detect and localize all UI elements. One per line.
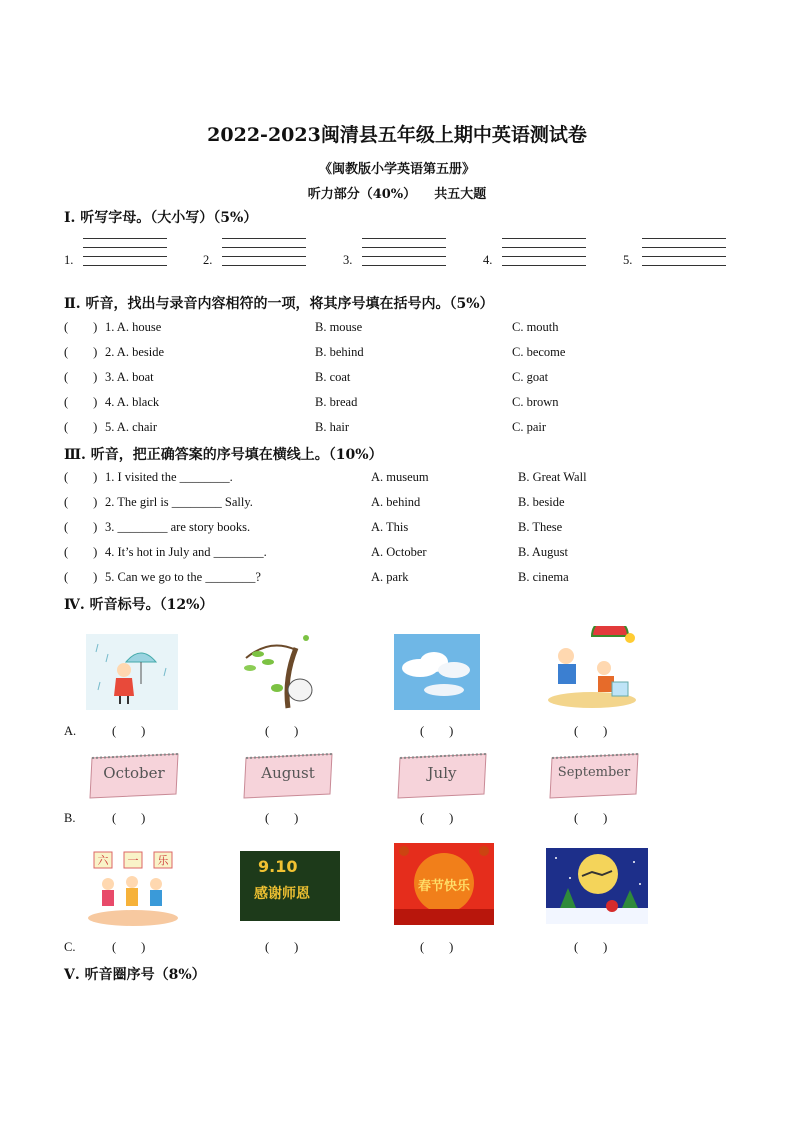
section1-heading: Ⅰ. 听写字母。（大小写）（5%） — [64, 210, 258, 226]
answer-paren[interactable]: ( ) — [64, 470, 98, 484]
answer-paren[interactable]: ( ) — [265, 811, 299, 825]
answer-paren[interactable]: ( ) — [64, 370, 98, 384]
option-a: A. park — [371, 570, 409, 584]
option-c: C. pair — [512, 420, 547, 434]
answer-paren[interactable]: ( ) — [574, 724, 608, 738]
writing-lines[interactable] — [362, 238, 446, 274]
question-text: 5. Can we go to the ________? — [105, 570, 261, 584]
answer-paren[interactable]: ( ) — [112, 811, 146, 825]
option-a: A. behind — [371, 495, 421, 509]
question-option-a: 4. A. black — [105, 395, 160, 409]
answer-paren[interactable]: ( ) — [64, 395, 98, 409]
answer-paren[interactable]: ( ) — [574, 940, 608, 954]
option-c: C. become — [512, 345, 566, 359]
row-label-a: A. — [64, 724, 77, 738]
writing-lines[interactable] — [222, 238, 306, 274]
answer-paren[interactable]: ( ) — [420, 724, 454, 738]
option-b: B. bread — [315, 395, 358, 409]
page-title: 2022-2023闽清县五年级上期中英语测试卷 — [207, 124, 587, 146]
sign-character: 乐 — [157, 854, 169, 867]
answer-paren[interactable]: ( ) — [265, 724, 299, 738]
option-a: A. This — [371, 520, 409, 534]
christmas-night-image — [546, 848, 648, 924]
calendar-word: September — [557, 765, 631, 780]
answer-paren[interactable]: ( ) — [64, 320, 98, 334]
option-b: B. Great Wall — [518, 470, 587, 484]
option-b: B. hair — [315, 420, 350, 434]
section2-heading: Ⅱ. 听音，找出与录音内容相符的一项，将其序号填在括号内。（5%） — [64, 296, 494, 312]
option-b: B. beside — [518, 495, 565, 509]
question-option-a: 5. A. chair — [105, 420, 158, 434]
answer-paren[interactable]: ( ) — [420, 940, 454, 954]
writing-lines[interactable] — [502, 238, 586, 274]
summer-watermelon-image — [546, 626, 638, 710]
poster-slogan: 感谢师恩 — [254, 886, 310, 902]
answer-paren[interactable]: ( ) — [64, 570, 98, 584]
answer-paren[interactable]: ( ) — [112, 724, 146, 738]
answer-paren[interactable]: ( ) — [112, 940, 146, 954]
option-b: B. August — [518, 545, 569, 559]
rainy-day-image — [86, 634, 178, 710]
spring-festival-image — [394, 843, 494, 925]
poster-date: 9.10 — [258, 857, 298, 876]
letter-item-number: 4. — [483, 253, 493, 267]
letter-item-number: 2. — [203, 253, 213, 267]
calendar-august — [240, 750, 336, 802]
option-c: C. brown — [512, 395, 559, 409]
childrens-day-image — [86, 846, 180, 926]
answer-paren[interactable]: ( ) — [64, 495, 98, 509]
windy-tree-image — [240, 628, 330, 712]
sign-character: 一 — [127, 854, 139, 867]
answer-paren[interactable]: ( ) — [64, 520, 98, 534]
answer-paren[interactable]: ( ) — [265, 940, 299, 954]
option-b: B. These — [518, 520, 563, 534]
teachers-day-image — [240, 851, 340, 921]
answer-paren[interactable]: ( ) — [64, 345, 98, 359]
question-option-a: 2. A. beside — [105, 345, 165, 359]
calendar-word: August — [261, 764, 315, 782]
section4-heading: Ⅳ. 听音标号。（12%） — [64, 597, 214, 613]
question-text: 3. ________ are story books. — [105, 520, 251, 534]
question-text: 2. The girl is ________ Sally. — [105, 495, 253, 509]
listening-section-label: 听力部分（40%） 共五大题 — [307, 187, 487, 202]
row-label-b: B. — [64, 811, 76, 825]
answer-paren[interactable]: ( ) — [574, 811, 608, 825]
letter-item-number: 5. — [623, 253, 633, 267]
option-c: C. goat — [512, 370, 549, 384]
book-subtitle: 《闽教版小学英语第五册》 — [318, 162, 475, 177]
writing-lines[interactable] — [642, 238, 726, 274]
writing-lines[interactable] — [83, 238, 167, 274]
letter-item-number: 1. — [64, 253, 74, 267]
question-option-a: 3. A. boat — [105, 370, 154, 384]
calendar-july — [394, 750, 490, 802]
sign-character: 六 — [97, 854, 109, 867]
question-option-a: 1. A. house — [105, 320, 162, 334]
section5-heading: Ⅴ. 听音圈序号（8%） — [64, 967, 206, 983]
answer-paren[interactable]: ( ) — [64, 420, 98, 434]
calendar-october — [86, 750, 182, 802]
question-text: 1. I visited the ________. — [105, 470, 233, 484]
option-a: A. October — [371, 545, 427, 559]
calendar-word: October — [103, 764, 165, 782]
cloudy-sky-image — [394, 634, 480, 710]
option-c: C. mouth — [512, 320, 559, 334]
calendar-september — [546, 750, 642, 802]
row-label-c: C. — [64, 940, 76, 954]
answer-paren[interactable]: ( ) — [420, 811, 454, 825]
option-a: A. museum — [371, 470, 429, 484]
calendar-word: July — [427, 764, 457, 782]
option-b: B. behind — [315, 345, 364, 359]
question-text: 4. It’s hot in July and ________. — [105, 545, 267, 559]
letter-item-number: 3. — [343, 253, 353, 267]
section3-heading: Ⅲ. 听音，把正确答案的序号填在横线上。（10%） — [64, 447, 383, 463]
option-b: B. mouse — [315, 320, 363, 334]
option-b: B. cinema — [518, 570, 569, 584]
option-b: B. coat — [315, 370, 351, 384]
answer-paren[interactable]: ( ) — [64, 545, 98, 559]
poster-slogan: 春节快乐 — [417, 879, 470, 894]
